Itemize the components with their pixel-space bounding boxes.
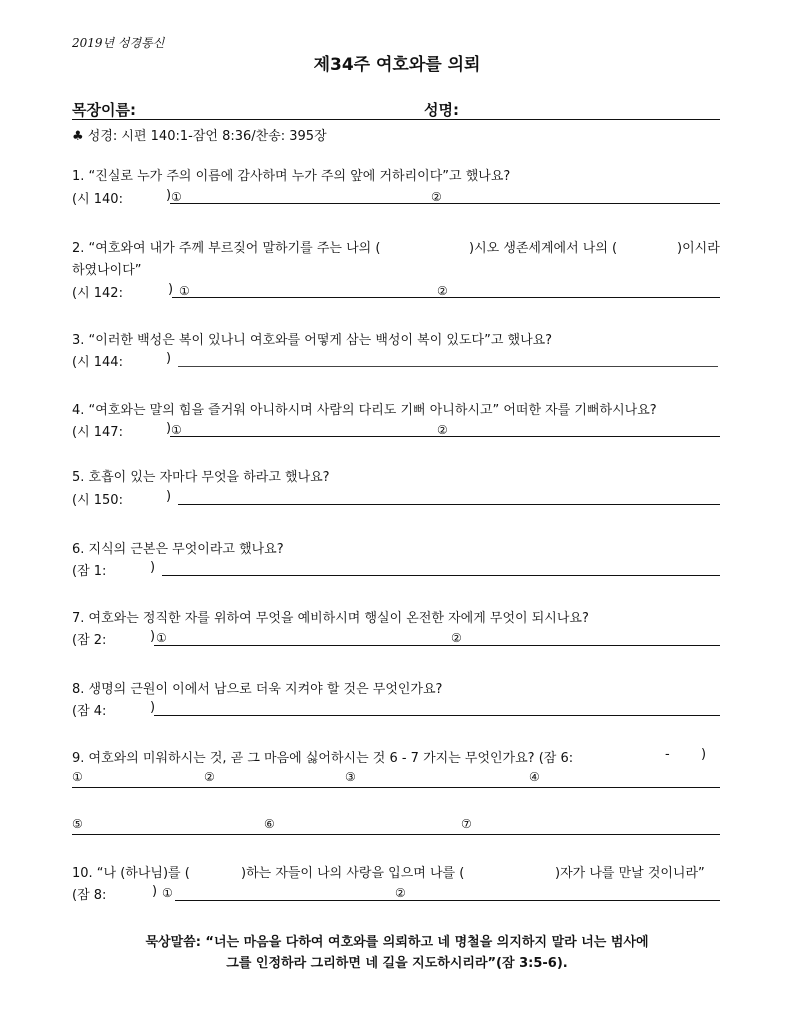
close-paren-q5: ) (166, 489, 172, 504)
question-2-part-b: )시오 생존세계에서 나의 ( (469, 241, 618, 256)
answer-marker-5: ⑤ (72, 817, 83, 831)
answer-line-q4[interactable] (170, 436, 720, 437)
answer-marker-4: ④ (529, 770, 540, 784)
answer-line-q9a[interactable] (72, 787, 720, 788)
bible-reading-line: ♣ 성경: 시편 140:1-잠언 8:36/찬송: 395장 (72, 129, 327, 144)
answer-line-q6[interactable] (162, 575, 720, 576)
year-note: 2019년 성경통신 (72, 36, 165, 50)
answer-marker-3: ③ (345, 770, 356, 784)
question-2-part-c: )이시라 (677, 241, 720, 256)
name-underline (72, 119, 720, 120)
answer-marker-2: ② (437, 423, 448, 437)
answer-line-q2[interactable] (172, 297, 720, 298)
answer-line-q5[interactable] (178, 504, 720, 505)
question-10-part-b: )하는 자들이 나의 사랑을 입으며 나를 ( (241, 866, 465, 881)
meditation-verse-line-2: 그를 인정하라 그리하면 네 길을 지도하시리라”(잠 3:5-6). (226, 956, 568, 971)
answer-marker-1: ① (171, 190, 182, 204)
question-10-part-c: )자가 나를 만날 것이니라” (555, 866, 705, 881)
close-paren-q7: ) (150, 629, 156, 644)
answer-line-q3[interactable] (178, 366, 718, 367)
answer-marker-1: ① (156, 631, 167, 645)
question-10: 10. “나 (하나님)를 ( (72, 866, 190, 881)
ref-q7: (잠 2: (72, 633, 107, 648)
answer-marker-2: ② (451, 631, 462, 645)
answer-marker-1: ① (171, 423, 182, 437)
answer-line-q8[interactable] (154, 715, 720, 716)
ref-q10: (잠 8: (72, 888, 107, 903)
answer-marker-2: ② (204, 770, 215, 784)
question-8: 8. 생명의 근원이 이에서 남으로 더욱 지켜야 할 것은 무엇인가요? (72, 682, 443, 697)
question-9-close: ) (701, 747, 707, 762)
close-paren-q4: ) (166, 421, 172, 436)
question-9-dash: - (665, 747, 670, 762)
answer-marker-7: ⑦ (461, 817, 472, 831)
answer-line-q9b[interactable] (72, 834, 720, 835)
close-paren-q3: ) (166, 351, 172, 366)
page-title: 제34주 여호와를 의뢰 (313, 55, 481, 75)
answer-line-q1[interactable] (170, 203, 720, 204)
answer-line-q7[interactable] (154, 645, 720, 646)
question-3: 3. “이러한 백성은 복이 있나니 여호와를 어떻게 삼는 백성이 복이 있도다”고 했나요? (72, 333, 553, 348)
answer-marker-2: ② (437, 284, 448, 298)
meditation-verse-line-1: 묵상말씀: “너는 마음을 다하여 여호와를 의뢰하고 네 명철을 의지하지 말라 너는 범사에 (145, 935, 649, 950)
ref-q4: (시 147: (72, 425, 123, 440)
question-6: 6. 지식의 근본은 무엇이라고 했나요? (72, 542, 284, 557)
question-7: 7. 여호와는 정직한 자를 위하여 무엇을 예비하시며 행실이 온전한 자에게 무엇이 되시나요? (72, 611, 589, 626)
question-2-continued: 하였나이다” (72, 263, 142, 278)
answer-marker-2: ② (431, 190, 442, 204)
ref-q5: (시 150: (72, 493, 123, 508)
ref-q2: (시 142: (72, 286, 123, 301)
close-paren-q10: ) (152, 884, 158, 899)
close-paren-q8: ) (150, 700, 156, 715)
answer-marker-1: ① (162, 886, 173, 900)
close-paren-q2: ) (168, 282, 174, 297)
question-9: 9. 여호와의 미워하시는 것, 곧 그 마음에 싫어하시는 것 6 - 7 가지는 무엇인가요? (잠 6: (72, 751, 574, 766)
question-4: 4. “여호와는 말의 힘을 즐거워 아니하시며 사람의 다리도 기뻐 아니하시고” 어떠한 자를 기뻐하시나요? (72, 403, 657, 418)
student-name-label: 성명: (424, 101, 459, 119)
ref-q3: (시 144: (72, 355, 123, 370)
answer-line-q10[interactable] (175, 900, 720, 901)
close-paren-q1: ) (166, 188, 172, 203)
question-5: 5. 호흡이 있는 자마다 무엇을 하라고 했나요? (72, 470, 330, 485)
question-1: 1. “진실로 누가 주의 이름에 감사하며 누가 주의 앞에 거하리이다”고 했나요? (72, 169, 511, 184)
group-name-label: 목장이름: (72, 101, 136, 119)
answer-marker-1: ① (179, 284, 190, 298)
close-paren-q6: ) (150, 560, 156, 575)
ref-q8: (잠 4: (72, 704, 107, 719)
ref-q1: (시 140: (72, 192, 123, 207)
answer-marker-6: ⑥ (264, 817, 275, 831)
ref-q6: (잠 1: (72, 564, 107, 579)
answer-marker-1: ① (72, 770, 83, 784)
question-2: 2. “여호와여 내가 주께 부르짖어 말하기를 주는 나의 ( (72, 241, 381, 256)
answer-marker-2: ② (395, 886, 406, 900)
